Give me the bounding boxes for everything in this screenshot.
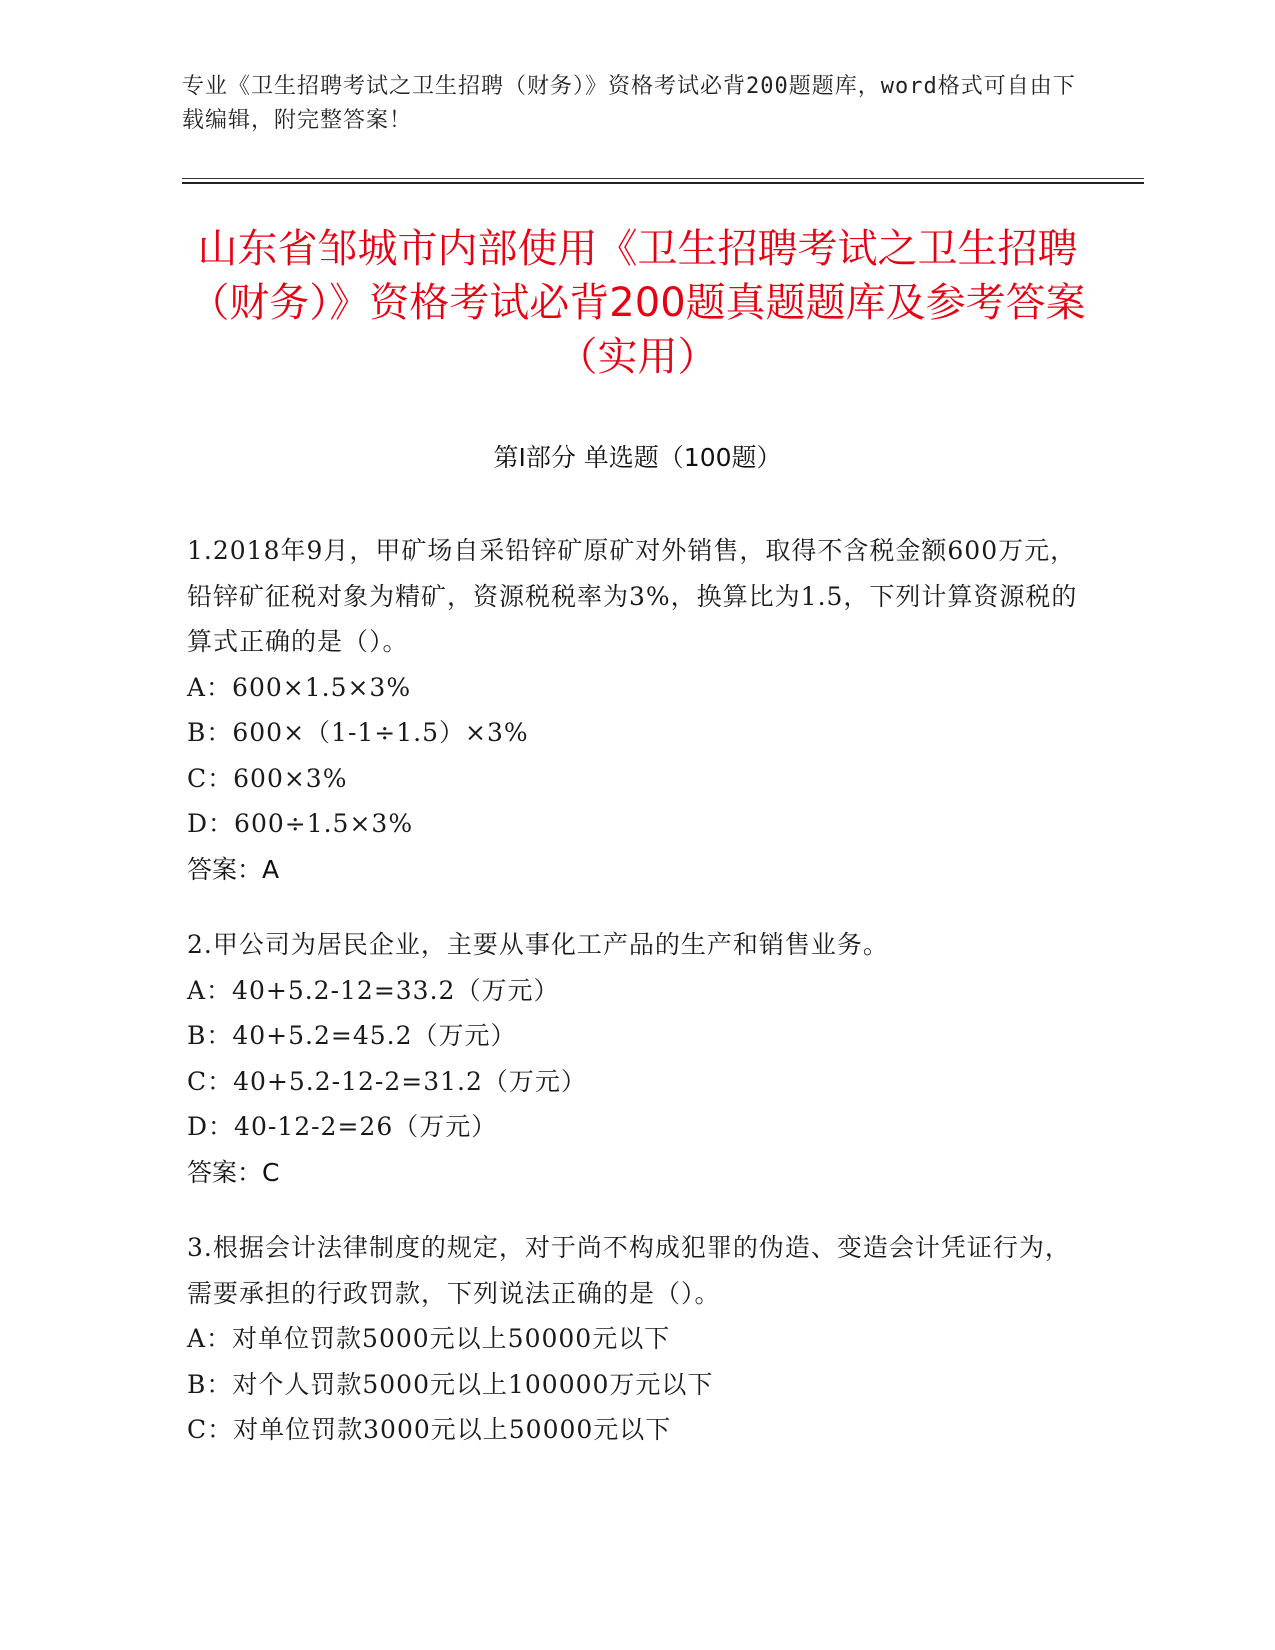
question-3 xyxy=(187,1225,1087,1453)
option-c: C：对单位罚款3000元以上50000元以下 xyxy=(187,1415,672,1444)
option-a: A：对单位罚款5000元以上50000元以下 xyxy=(187,1324,671,1353)
question-1 xyxy=(187,528,1087,892)
question-stem: 2.甲公司为居民企业，主要从事化工产品的生产和销售业务。 xyxy=(187,930,889,959)
section-title: 第Ⅰ部分 单选题（100题） xyxy=(493,443,782,472)
option-b: B：对个人罚款5000元以上100000万元以下 xyxy=(187,1369,714,1399)
header-rule-thin xyxy=(182,178,1144,179)
header-note: 专业《卫生招聘考试之卫生招聘（财务）》资格考试必背200题题库，word格式可自由下载编辑，附完整答案！ xyxy=(182,74,1076,133)
option-a: A：600×1.5×3% xyxy=(187,672,412,702)
answer: 答案：C xyxy=(187,1157,280,1187)
option-d: D：40-12-2=26（万元） xyxy=(187,1112,498,1141)
answer: 答案：A xyxy=(187,854,280,884)
option-d: D：600÷1.5×3% xyxy=(187,809,414,838)
question-stem: 3.根据会计法律制度的规定，对于尚不构成犯罪的伪造、变造会计凭证行为，需要承担的行政罚款，下列说法正确的是（）。 xyxy=(187,1233,1071,1308)
option-b: B：600×（1-1÷1.5）×3% xyxy=(187,718,529,747)
question-2 xyxy=(187,922,1087,1195)
option-a: A：40+5.2-12=33.2（万元） xyxy=(187,975,560,1005)
option-c: C：600×3% xyxy=(187,763,348,793)
option-b: B：40+5.2=45.2（万元） xyxy=(187,1021,517,1050)
question-stem: 1.2018年9月，甲矿场自采铅锌矿原矿对外销售，取得不含税金额600万元，铅锌矿征税对象为精矿，资源税税率为3%，换算比为1.5，下列计算资源税的算式正确的是（）。 xyxy=(187,536,1078,656)
option-c: C：40+5.2-12-2=31.2（万元） xyxy=(187,1066,587,1096)
question-list xyxy=(187,528,1087,1483)
header-rule-thick xyxy=(182,182,1144,184)
document-title: 山东省邹城市内部使用《卫生招聘考试之卫生招聘（财务）》资格考试必背200题真题题库及参考答案（实用） xyxy=(189,226,1086,380)
